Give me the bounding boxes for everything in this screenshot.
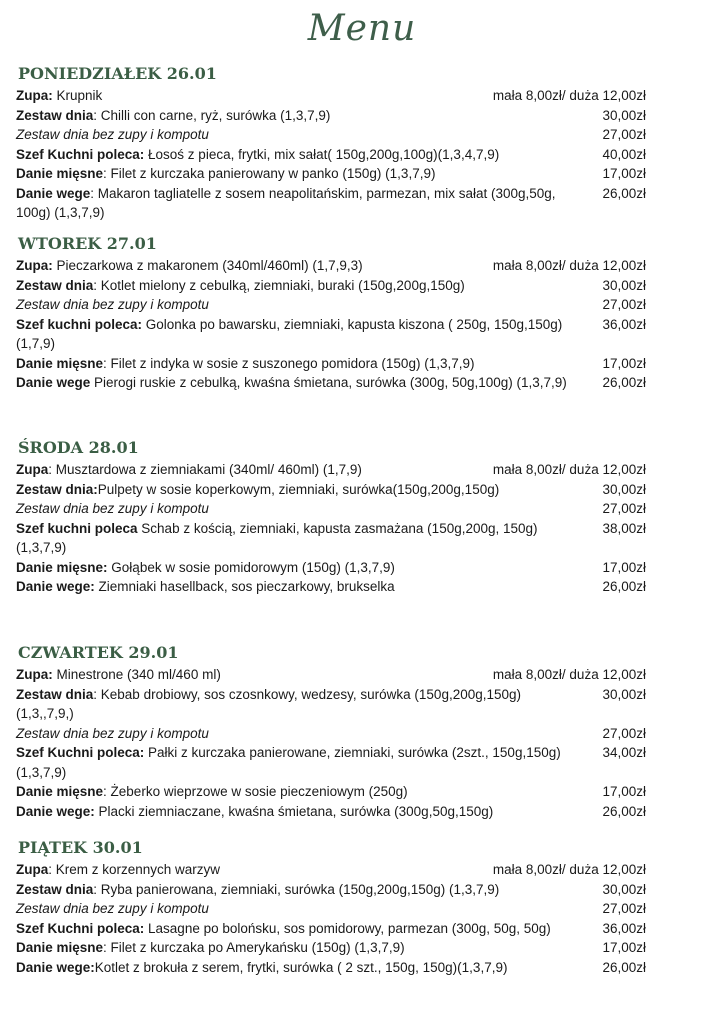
dish-text: Ziemniaki hasellback, sos pieczarkowy, brukselka (94, 579, 395, 594)
dish-text: : Ryba panierowana, ziemniaki, surówka (150g,200g,150g) (1,3,7,9) (93, 881, 500, 897)
day-heading: ŚRODA 28.01 (18, 438, 139, 457)
menu-item (16, 499, 646, 519)
price: 27,00zł (602, 901, 646, 916)
dish-text: Schab z kością, ziemniaki, kapusta zasmażana (150g,200g, 150g) (1,3,7,9) (16, 520, 538, 555)
price: 27,00zł (602, 297, 646, 312)
menu-item (16, 145, 646, 165)
menu-item (16, 86, 646, 106)
price: 26,00zł (602, 803, 646, 819)
course-label: Zestaw dnia (16, 686, 94, 702)
dish-text: : Kebab drobiowy, sos czosnkowy, wedzesy, surówka (150g,200g,150g) (1,3,,7,9,) (16, 686, 522, 721)
course-label: Danie mięsne (16, 355, 104, 371)
price: 26,00zł (602, 579, 646, 594)
dish-text: Minestrone (340 ml/460 ml) (52, 667, 221, 682)
dish-text: : Krem z korzennych warzyw (48, 862, 221, 877)
dish-text: Pałki z kurczaka panierowane, ziemniaki, surówka (2szt., 150g,150g) (1,3,7,9) (16, 745, 561, 780)
dish-description (16, 145, 646, 165)
dish-text: : Kotlet mielony z cebulką, ziemniaki, buraki (150g,200g,150g) (93, 277, 465, 293)
dish-description (16, 685, 646, 724)
day-section (16, 643, 646, 821)
dish-description (16, 354, 646, 374)
price: mała 8,00zł/ duża 12,00zł (492, 667, 646, 682)
menu-item (16, 782, 646, 802)
menu-item (16, 276, 646, 296)
price: 27,00zł (602, 127, 646, 142)
menu-item (16, 184, 646, 223)
dish-text: Zestaw dnia bez zupy i kompotu (16, 501, 209, 516)
dish-description (16, 276, 646, 296)
day-section (16, 838, 646, 977)
dish-text: : Filet z kurczaka po Amerykańsku (150g) (1,3,7,9) (103, 940, 405, 955)
price: 30,00zł (602, 481, 646, 497)
dish-description (16, 724, 646, 744)
dish-description (16, 782, 646, 802)
menu-item (16, 460, 646, 480)
course-label: Danie wege (16, 185, 91, 201)
course-label: Zestaw dnia (16, 277, 94, 293)
price: 30,00zł (602, 277, 646, 293)
price: 26,00zł (602, 959, 646, 975)
menu-item (16, 315, 646, 354)
course-label: Zupa: (16, 88, 53, 103)
menu-item (16, 106, 646, 126)
menu-item (16, 802, 646, 822)
price: 17,00zł (602, 784, 646, 799)
menu-item (16, 919, 646, 939)
price: mała 8,00zł/ duża 12,00zł (492, 462, 646, 477)
dish-description (16, 125, 646, 145)
menu-item (16, 373, 646, 393)
dish-text: Łosoś z pieca, frytki, mix sałat( 150g,200g,100g)(1,3,4,7,9) (144, 146, 500, 162)
menu-item (16, 164, 646, 184)
menu-title: Menu (307, 8, 417, 49)
course-label: Danie mięsne (16, 166, 104, 181)
dish-description (16, 480, 646, 500)
dish-description (16, 295, 646, 315)
dish-text: Krupnik (52, 88, 103, 103)
dish-description (16, 958, 646, 978)
menu-item (16, 743, 646, 782)
dish-text: Zestaw dnia bez zupy i kompotu (16, 725, 209, 741)
course-label: Zestaw dnia (16, 107, 94, 123)
course-label: Danie mięsne (16, 784, 104, 799)
course-label: Szef Kuchni poleca: (16, 920, 145, 936)
dish-description (16, 164, 646, 184)
dish-description (16, 373, 646, 393)
menu-item (16, 354, 646, 374)
price: 36,00zł (602, 316, 646, 332)
menu-item (16, 480, 646, 500)
dish-description (16, 558, 646, 578)
course-label: Zestaw dnia (16, 881, 94, 897)
price: mała 8,00zł/ duża 12,00zł (492, 88, 646, 103)
price: 26,00zł (602, 185, 646, 201)
dish-text: : Filet z kurczaka panierowany w panko (150g) (1,3,7,9) (103, 166, 436, 181)
menu-item (16, 665, 646, 685)
menu-item (16, 125, 646, 145)
price: mała 8,00zł/ duża 12,00zł (492, 862, 646, 877)
price: 27,00zł (602, 501, 646, 516)
day-section (16, 438, 646, 597)
day-section (16, 64, 646, 223)
menu-item (16, 256, 646, 276)
dish-text: Zestaw dnia bez zupy i kompotu (16, 297, 209, 312)
dish-description (16, 938, 646, 958)
dish-description (16, 499, 646, 519)
price: 30,00zł (602, 107, 646, 123)
dish-text: : Musztardowa z ziemniakami (340ml/ 460ml) (1,7,9) (48, 462, 362, 477)
course-label: Zupa: (16, 258, 53, 273)
course-label: Zupa: (16, 667, 53, 682)
course-label: Zestaw dnia: (16, 481, 98, 497)
course-label: Zupa (16, 462, 49, 477)
price: 26,00zł (602, 375, 646, 390)
price: 17,00zł (602, 355, 646, 371)
course-label: Danie wege: (16, 959, 95, 975)
menu-item (16, 880, 646, 900)
price: mała 8,00zł/ duża 12,00zł (492, 258, 646, 273)
price: 36,00zł (602, 920, 646, 936)
dish-description (16, 519, 646, 558)
menu-item (16, 519, 646, 558)
dish-text: : Filet z indyka w sosie z suszonego pomidora (150g) (1,3,7,9) (103, 355, 475, 371)
dish-text: Golonka po bawarsku, ziemniaki, kapusta kiszona ( 250g, 150g,150g) (1,7,9) (16, 316, 563, 351)
course-label: Zupa (16, 862, 49, 877)
dish-description (16, 315, 646, 354)
price: 30,00zł (602, 686, 646, 702)
menu-item (16, 899, 646, 919)
dish-text: Zestaw dnia bez zupy i kompotu (16, 901, 209, 916)
day-section (16, 234, 646, 393)
dish-description (16, 899, 646, 919)
dish-text: Lasagne po bolońsku, sos pomidorowy, parmezan (300g, 50g, 50g) (144, 920, 551, 936)
menu-item (16, 295, 646, 315)
dish-text: Placki ziemniaczane, kwaśna śmietana, surówka (300g,50g,150g) (94, 803, 494, 819)
dish-description (16, 184, 646, 223)
menu-item (16, 685, 646, 724)
day-heading: CZWARTEK 29.01 (18, 643, 179, 662)
day-heading: PONIEDZIAŁEK 26.01 (18, 64, 217, 83)
dish-text: Pierogi ruskie z cebulką, kwaśna śmietana, surówka (300g, 50g,100g) (1,3,7,9) (90, 375, 567, 390)
price: 27,00zł (602, 725, 646, 741)
dish-description (16, 106, 646, 126)
price: 40,00zł (602, 146, 646, 162)
dish-text: Gołąbek w sosie pomidorowym (150g) (1,3,7,9) (107, 559, 395, 575)
course-label: Szef Kuchni poleca: (16, 745, 145, 760)
menu-item (16, 938, 646, 958)
menu-item (16, 577, 646, 597)
price: 34,00zł (602, 745, 646, 760)
course-label: Danie mięsne (16, 940, 104, 955)
course-label: Szef kuchni poleca (16, 520, 138, 536)
dish-text: Pulpety w sosie koperkowym, ziemniaki, surówka(150g,200g,150g) (97, 481, 500, 497)
menu-item (16, 958, 646, 978)
dish-description (16, 919, 646, 939)
price: 17,00zł (602, 166, 646, 181)
day-heading: WTOREK 27.01 (18, 234, 157, 253)
dish-text: : Żeberko wieprzowe w sosie pieczeniowym (250g) (103, 784, 408, 799)
course-label: Danie mięsne: (16, 559, 108, 575)
price: 38,00zł (602, 520, 646, 536)
course-label: Szef kuchni poleca: (16, 316, 143, 332)
dish-description (16, 743, 646, 782)
menu-item (16, 558, 646, 578)
dish-description (16, 880, 646, 900)
menu-item (16, 724, 646, 744)
menu-item (16, 860, 646, 880)
day-heading: PIĄTEK 30.01 (18, 838, 143, 857)
dish-text: Kotlet z brokuła z serem, frytki, surówka ( 2 szt., 150g, 150g)(1,3,7,9) (94, 959, 508, 975)
course-label: Danie wege (16, 375, 91, 390)
price: 30,00zł (602, 881, 646, 897)
price: 17,00zł (602, 559, 646, 575)
course-label: Danie wege: (16, 579, 95, 594)
dish-text: Zestaw dnia bez zupy i kompotu (16, 127, 209, 142)
dish-text: : Chilli con carne, ryż, surówka (1,3,7,9) (93, 107, 331, 123)
dish-text: Pieczarkowa z makaronem (340ml/460ml) (1,7,9,3) (52, 258, 363, 273)
dish-description (16, 802, 646, 822)
course-label: Szef Kuchni poleca: (16, 146, 145, 162)
dish-description (16, 577, 646, 597)
dish-text: : Makaron tagliatelle z sosem neapolitańskim, parmezan, mix sałat (300g,50g, 100g) (1,3,7,9) (16, 185, 556, 220)
price: 17,00zł (602, 940, 646, 955)
course-label: Danie wege: (16, 803, 95, 819)
